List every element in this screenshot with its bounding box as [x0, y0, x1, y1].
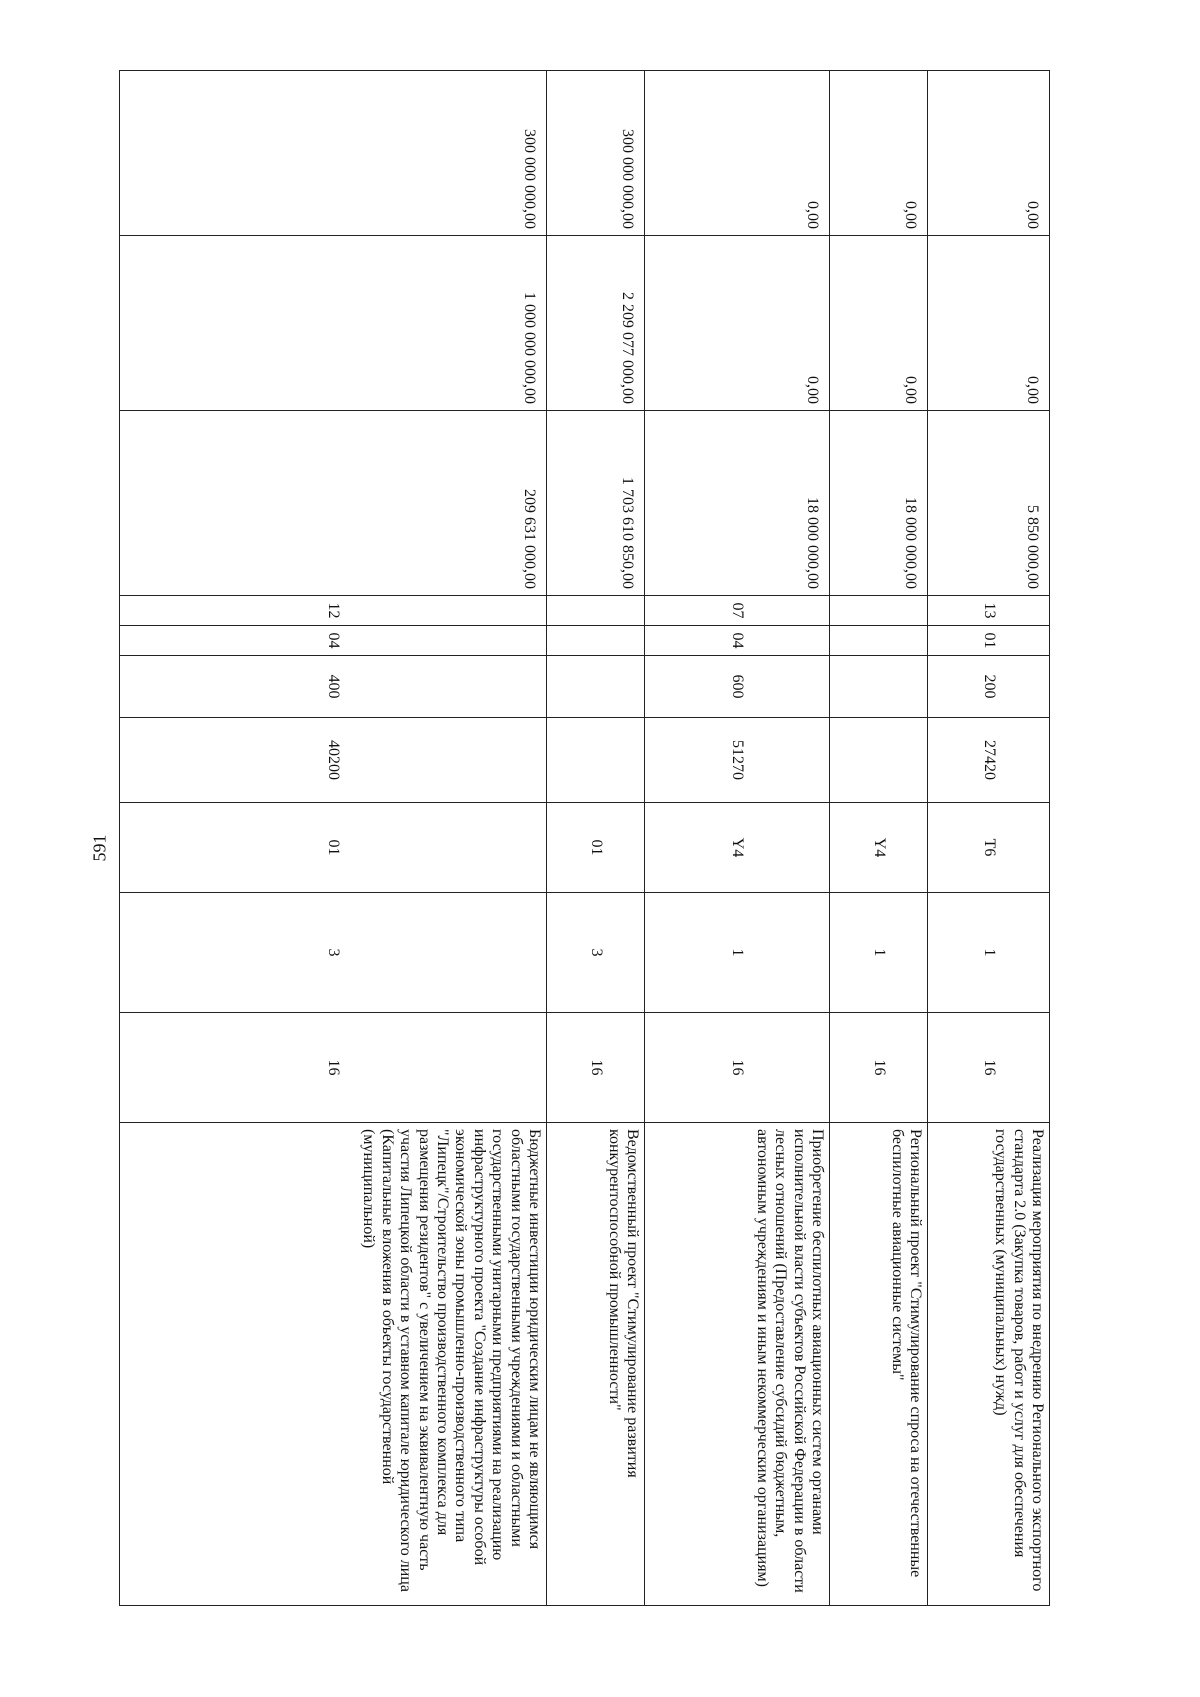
row-cell-c5	[830, 656, 928, 718]
row-cell-v2: 0,00	[830, 236, 928, 411]
row-cell-c4	[830, 718, 928, 803]
table-row	[645, 71, 830, 1606]
row-cell-c3: Y4	[645, 803, 830, 893]
table-row	[120, 71, 547, 1606]
row-cell-c1: 16	[547, 1013, 645, 1123]
table-row	[547, 71, 645, 1606]
budget-table-rotated	[120, 70, 1050, 1605]
row-cell-v1: 18 000 000,00	[645, 411, 830, 596]
row-cell-c5	[547, 656, 645, 718]
row-cell-c6	[830, 626, 928, 656]
row-cell-v3: 300 000 000,00	[547, 71, 645, 236]
row-cell-v2: 0,00	[645, 236, 830, 411]
row-cell-c7	[830, 596, 928, 626]
row-cell-v3: 0,00	[830, 71, 928, 236]
row-cell-c7: 12	[120, 596, 547, 626]
row-cell-c4	[547, 718, 645, 803]
row-cell-c4: 40200	[120, 718, 547, 803]
row-cell-c4: 51270	[645, 718, 830, 803]
row-cell-c6: 04	[120, 626, 547, 656]
row-cell-c5: 200	[928, 656, 1050, 718]
row-description: Реализация мероприятия по внедрению Регионального экспортного стандарта 2.0 (Закупка товаров, работ и услуг для обеспечения государственных (муниципальных) нужд)	[928, 1123, 1050, 1606]
row-cell-c3: 01	[547, 803, 645, 893]
row-cell-v3: 300 000 000,00	[120, 71, 547, 236]
budget-table	[119, 70, 1050, 1606]
table-row	[830, 71, 928, 1606]
row-description: Бюджетные инвестиции юридическим лицам не являющимся областными государственными учреждениями и областными государственными унитарными предприятиями на реализацию инфраструктурного проекта "Создание инфраструктуры особой экономической зоны промышленно-производственного типа "Липецк"/Строительство производственного комплекса для размещения резидентов" с увеличением на эквивалентную часть участия Липецкой области в уставном капитале юридического лица (Капитальные вложения в объекты государственной (муниципальной)	[120, 1123, 547, 1606]
table-row	[928, 71, 1050, 1606]
row-cell-c1: 16	[120, 1013, 547, 1123]
row-cell-v2: 0,00	[928, 236, 1050, 411]
row-cell-v2: 2 209 077 000,00	[547, 236, 645, 411]
row-cell-v3: 0,00	[645, 71, 830, 236]
page-number: 591	[89, 834, 110, 862]
row-cell-c2: 3	[547, 893, 645, 1013]
row-cell-v1: 209 631 000,00	[120, 411, 547, 596]
row-cell-c7	[547, 596, 645, 626]
row-cell-c6: 04	[645, 626, 830, 656]
row-cell-v2: 1 000 000 000,00	[120, 236, 547, 411]
row-cell-c4: 27420	[928, 718, 1050, 803]
row-cell-v1: 5 850 000,00	[928, 411, 1050, 596]
row-cell-c6: 01	[928, 626, 1050, 656]
row-cell-c2: 1	[928, 893, 1050, 1013]
row-cell-c3: 01	[120, 803, 547, 893]
row-cell-v1: 18 000 000,00	[830, 411, 928, 596]
row-cell-c5: 400	[120, 656, 547, 718]
row-cell-c7: 07	[645, 596, 830, 626]
row-cell-c2: 1	[830, 893, 928, 1013]
row-cell-c5: 600	[645, 656, 830, 718]
row-cell-c7: 13	[928, 596, 1050, 626]
row-description: Региональный проект "Стимулирование спроса на отечественные беспилотные авиационные системы"	[830, 1123, 928, 1606]
row-cell-c3: T6	[928, 803, 1050, 893]
row-cell-v3: 0,00	[928, 71, 1050, 236]
row-description: Ведомственный проект "Стимулирование развития конкурентоспособной промышленности"	[547, 1123, 645, 1606]
row-cell-c1: 16	[645, 1013, 830, 1123]
row-cell-c3: Y4	[830, 803, 928, 893]
row-cell-v1: 1 703 610 850,00	[547, 411, 645, 596]
row-cell-c2: 1	[645, 893, 830, 1013]
row-cell-c2: 3	[120, 893, 547, 1013]
row-cell-c1: 16	[830, 1013, 928, 1123]
row-cell-c1: 16	[928, 1013, 1050, 1123]
row-description: Приобретение беспилотных авиационных систем органами исполнительной власти субъектов Российской Федерации в области лесных отношений (Предоставление субсидий бюджетным, автономным учреждениям и иным некоммерческим организациям)	[645, 1123, 830, 1606]
row-cell-c6	[547, 626, 645, 656]
